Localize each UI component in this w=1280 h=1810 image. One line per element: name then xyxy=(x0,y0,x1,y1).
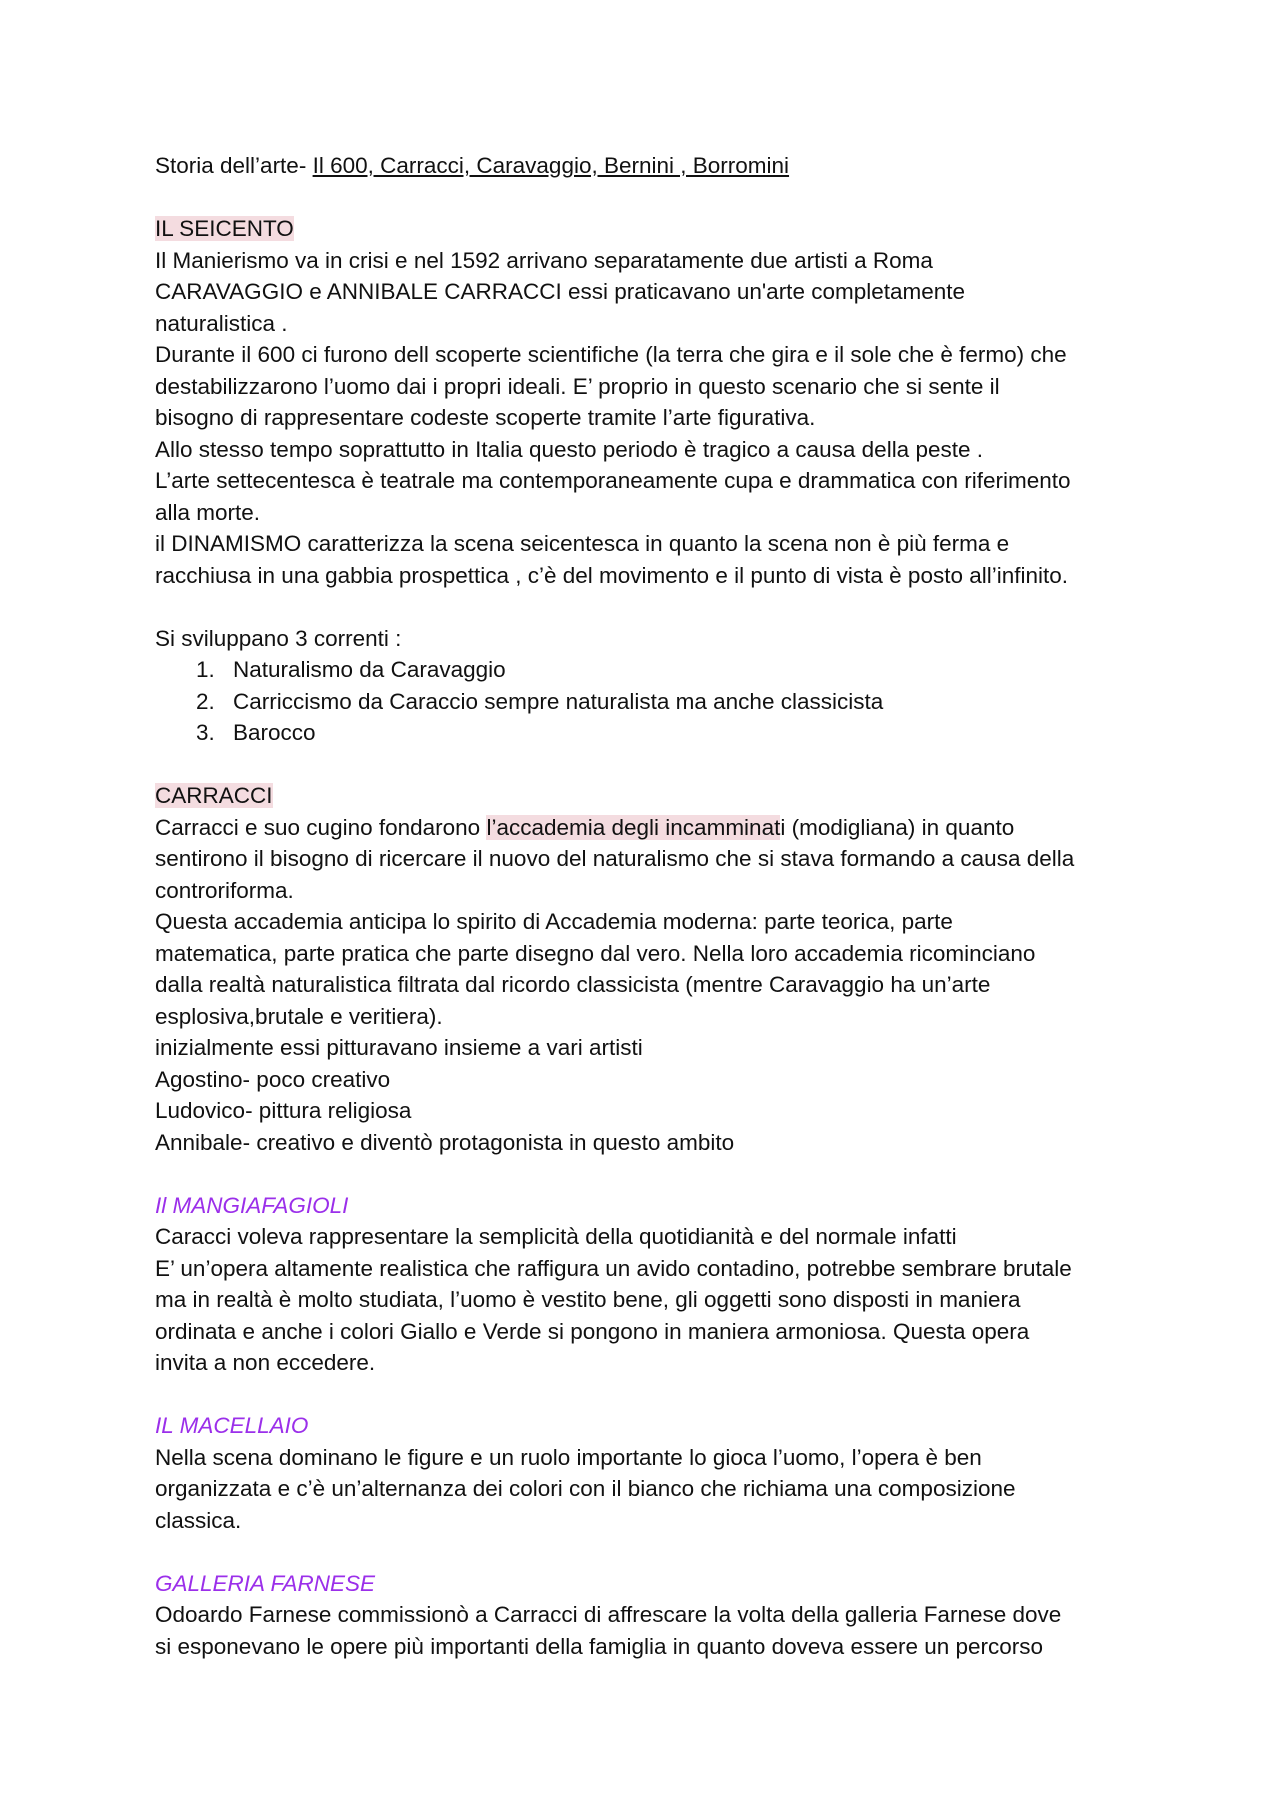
paragraph-line: ordinata e anche i colori Giallo e Verde si pongono in maniera armoniosa. Questa opera xyxy=(155,1318,1030,1344)
paragraph-line: destabilizzarono l’uomo dai i propri ideali. E’ proprio in questo scenario che si sente il xyxy=(155,373,1000,399)
paragraph-line: Questa accademia anticipa lo spirito di Accademia moderna: parte teorica, parte xyxy=(155,909,953,934)
paragraph-line: Caracci voleva rappresentare la semplicità della quotidianità e del normale infatti xyxy=(155,1224,957,1249)
paragraph-line: Agostino- poco creativo xyxy=(155,1066,391,1092)
section-heading-mangiafagioli: Il MANGIAFAGIOLI xyxy=(155,1192,349,1218)
paragraph-line: inizialmente essi pitturavano insieme a vari artisti xyxy=(155,1035,643,1060)
section-heading-seicento: IL SEICENTO xyxy=(155,216,294,241)
paragraph-line: L’arte settecentesca è teatrale ma contemporaneamente cupa e drammatica con riferimento xyxy=(155,468,1071,493)
section-heading-galleria: GALLERIA FARNESE xyxy=(155,1570,376,1596)
paragraph-line: naturalistica . xyxy=(155,310,288,336)
numbered-list xyxy=(155,654,1155,749)
paragraph-line: Nella scena dominano le figure e un ruolo importante lo gioca l’uomo, l’opera è ben xyxy=(155,1444,982,1470)
paragraph-line: E’ un’opera altamente realistica che raffigura un avido contadino, potrebbe sembrare brutale xyxy=(155,1255,1072,1281)
paragraph-line: matematica, parte pratica che parte disegno dal vero. Nella loro accademia ricominciano xyxy=(155,940,1036,966)
paragraph-line: si esponevano le opere più importanti della famiglia in quanto doveva essere un percorso xyxy=(155,1633,1044,1659)
highlighted-text: l’accademia degli incamminat xyxy=(486,814,781,840)
list-intro: Si sviluppano 3 correnti : xyxy=(155,625,402,651)
list-item: 3. Barocco xyxy=(196,720,316,745)
paragraph-line: Annibale- creativo e diventò protagonista in questo ambito xyxy=(155,1129,735,1155)
paragraph-line: Allo stesso tempo soprattutto in Italia questo periodo è tragico a causa della peste . xyxy=(155,436,983,462)
list-item: 2. Carriccismo da Caraccio sempre naturalista ma anche classicista xyxy=(196,688,884,714)
paragraph-line: organizzata e c’è un’alternanza dei colori con il bianco che richiama una composizione xyxy=(155,1476,1016,1501)
paragraph-line: Il Manierismo va in crisi e nel 1592 arrivano separatamente due artisti a Roma xyxy=(155,247,933,273)
paragraph-line: esplosiva,brutale e veritiera). xyxy=(155,1003,443,1029)
section-heading-macellaio: IL MACELLAIO xyxy=(155,1413,309,1438)
paragraph-line: controriforma. xyxy=(155,877,294,903)
document-title xyxy=(155,150,1155,182)
paragraph-line: sentirono il bisogno di ricercare il nuovo del naturalismo che si stava formando a causa della xyxy=(155,846,1075,871)
paragraph-line: Durante il 600 ci furono dell scoperte scientifiche (la terra che gira e il sole che è fermo) che xyxy=(155,342,1067,367)
paragraph-line: Carracci e suo cugino fondarono l’accademia degli incamminati (modigliana) in quanto xyxy=(155,814,1015,840)
paragraph-line: invita a non eccedere. xyxy=(155,1350,376,1375)
paragraph-line: CARAVAGGIO e ANNIBALE CARRACCI essi praticavano un'arte completamente xyxy=(155,279,966,304)
title-prefix: Storia dell’arte- xyxy=(155,153,307,178)
paragraph-line: Odoardo Farnese commissionò a Carracci di affrescare la volta della galleria Farnese dove xyxy=(155,1602,1062,1627)
section-heading-carracci: CARRACCI xyxy=(155,783,273,808)
list-item: 1. Naturalismo da Caravaggio xyxy=(196,657,506,682)
paragraph-line: racchiusa in una gabbia prospettica , c’è del movimento e il punto di vista è posto all’infinito. xyxy=(155,562,1069,588)
paragraph-line: alla morte. xyxy=(155,499,261,525)
paragraph-line: dalla realtà naturalistica filtrata dal ricordo classicista (mentre Caravaggio ha un’arte xyxy=(155,972,991,997)
paragraph-line: ma in realtà è molto studiata, l’uomo è vestito bene, gli oggetti sono disposti in maniera xyxy=(155,1287,1021,1312)
paragraph-line: classica. xyxy=(155,1507,242,1533)
title-link[interactable]: Il 600, Carracci, Caravaggio, Bernini , Borromini xyxy=(312,153,790,178)
document-body xyxy=(155,150,1155,1662)
paragraph-line: il DINAMISMO caratterizza la scena seicentesca in quanto la scena non è più ferma e xyxy=(155,531,1010,556)
paragraph-line: Ludovico- pittura religiosa xyxy=(155,1098,412,1123)
paragraph-line: bisogno di rappresentare codeste scoperte tramite l’arte figurativa. xyxy=(155,405,816,430)
